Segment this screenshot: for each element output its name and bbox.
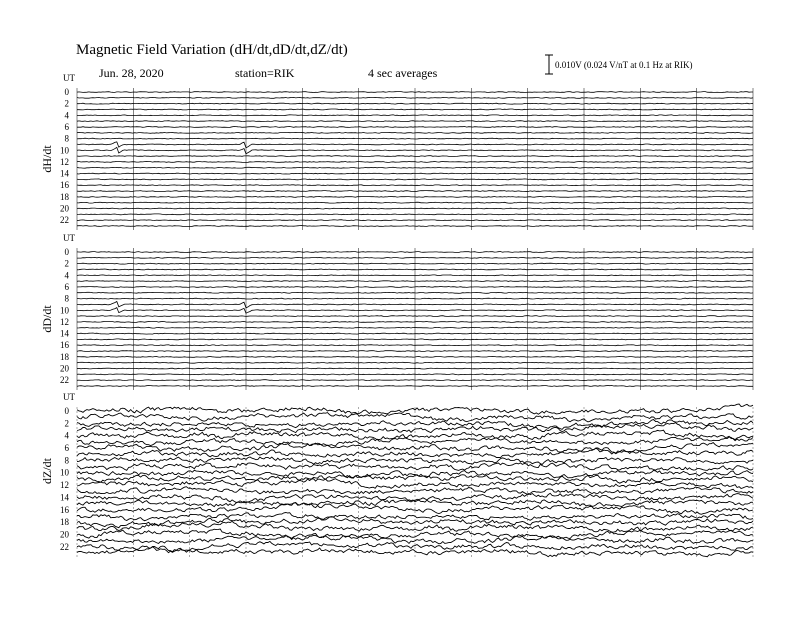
hour-tick-label: 6 bbox=[64, 282, 69, 292]
scale-note: 0.010V (0.024 V/nT at 0.1 Hz at RIK) bbox=[555, 60, 693, 70]
hour-tick-label: 8 bbox=[64, 455, 69, 466]
y-axis-label: dH/dt bbox=[40, 145, 54, 173]
hour-tick-label: 22 bbox=[60, 215, 69, 226]
trace-hour-18 bbox=[77, 196, 753, 197]
hour-tick-label: 18 bbox=[60, 191, 69, 202]
hour-tick-label: 6 bbox=[64, 443, 69, 453]
hour-tick-label: 16 bbox=[60, 180, 69, 191]
panel-1 bbox=[40, 73, 753, 230]
trace-hour-23 bbox=[77, 386, 753, 387]
hour-tick-label: 4 bbox=[64, 270, 69, 281]
hour-tick-label: 20 bbox=[60, 363, 69, 374]
hour-tick-label: 4 bbox=[64, 110, 69, 121]
hour-tick-label: 12 bbox=[60, 480, 69, 491]
hour-tick-label: 20 bbox=[60, 529, 69, 540]
hour-tick-label: 16 bbox=[60, 340, 69, 351]
hour-tick-label: 22 bbox=[60, 541, 69, 552]
panel-2 bbox=[40, 233, 753, 390]
hour-tick-label: 14 bbox=[60, 492, 69, 503]
y-axis-label: dZ/dt bbox=[40, 458, 54, 484]
trace-hour-5 bbox=[77, 281, 753, 282]
y-axis-label: dD/dt bbox=[40, 305, 54, 333]
hour-tick-label: 8 bbox=[64, 293, 69, 304]
hour-tick-label: 12 bbox=[60, 316, 69, 327]
ut-axis-label: UT bbox=[63, 233, 75, 243]
hour-tick-label: 2 bbox=[64, 258, 69, 269]
panel-3 bbox=[40, 392, 753, 557]
trace-hour-11 bbox=[77, 475, 753, 484]
trace-hour-22 bbox=[77, 541, 753, 551]
trace-hour-6 bbox=[77, 287, 753, 288]
hour-tick-label: 20 bbox=[60, 203, 69, 214]
hour-tick-label: 18 bbox=[60, 517, 69, 528]
hour-tick-label: 10 bbox=[60, 305, 69, 316]
trace-hour-20 bbox=[77, 529, 753, 539]
panels-group bbox=[40, 73, 753, 557]
hour-tick-label: 22 bbox=[60, 375, 69, 386]
hour-tick-label: 6 bbox=[64, 122, 69, 132]
hour-tick-label: 10 bbox=[60, 467, 69, 478]
scale-bar bbox=[545, 55, 553, 74]
hour-tick-label: 2 bbox=[64, 418, 69, 429]
hour-tick-label: 4 bbox=[64, 430, 69, 441]
hour-tick-label: 12 bbox=[60, 156, 69, 167]
hour-tick-label: 8 bbox=[64, 133, 69, 144]
hour-tick-label: 2 bbox=[64, 98, 69, 109]
trace-hour-22 bbox=[77, 380, 753, 381]
hour-tick-label: 10 bbox=[60, 145, 69, 156]
trace-hour-7 bbox=[77, 132, 753, 133]
hour-tick-label: 14 bbox=[60, 168, 69, 179]
chart-title: Magnetic Field Variation (dH/dt,dD/dt,dZ/dt) bbox=[76, 42, 348, 58]
station-label: station=RIK bbox=[235, 66, 295, 80]
trace-hour-5 bbox=[77, 121, 753, 122]
hour-tick-label: 0 bbox=[64, 247, 69, 257]
hour-tick-label: 0 bbox=[64, 406, 69, 416]
hour-tick-label: 18 bbox=[60, 351, 69, 362]
hour-tick-label: 0 bbox=[64, 87, 69, 97]
averaging-label: 4 sec averages bbox=[368, 66, 438, 80]
trace-hour-22 bbox=[77, 220, 753, 221]
hour-tick-label: 14 bbox=[60, 328, 69, 339]
hour-tick-label: 16 bbox=[60, 504, 69, 515]
ut-axis-label: UT bbox=[63, 73, 75, 83]
ut-axis-label: UT bbox=[63, 392, 75, 402]
date-label: Jun. 28, 2020 bbox=[99, 66, 164, 80]
